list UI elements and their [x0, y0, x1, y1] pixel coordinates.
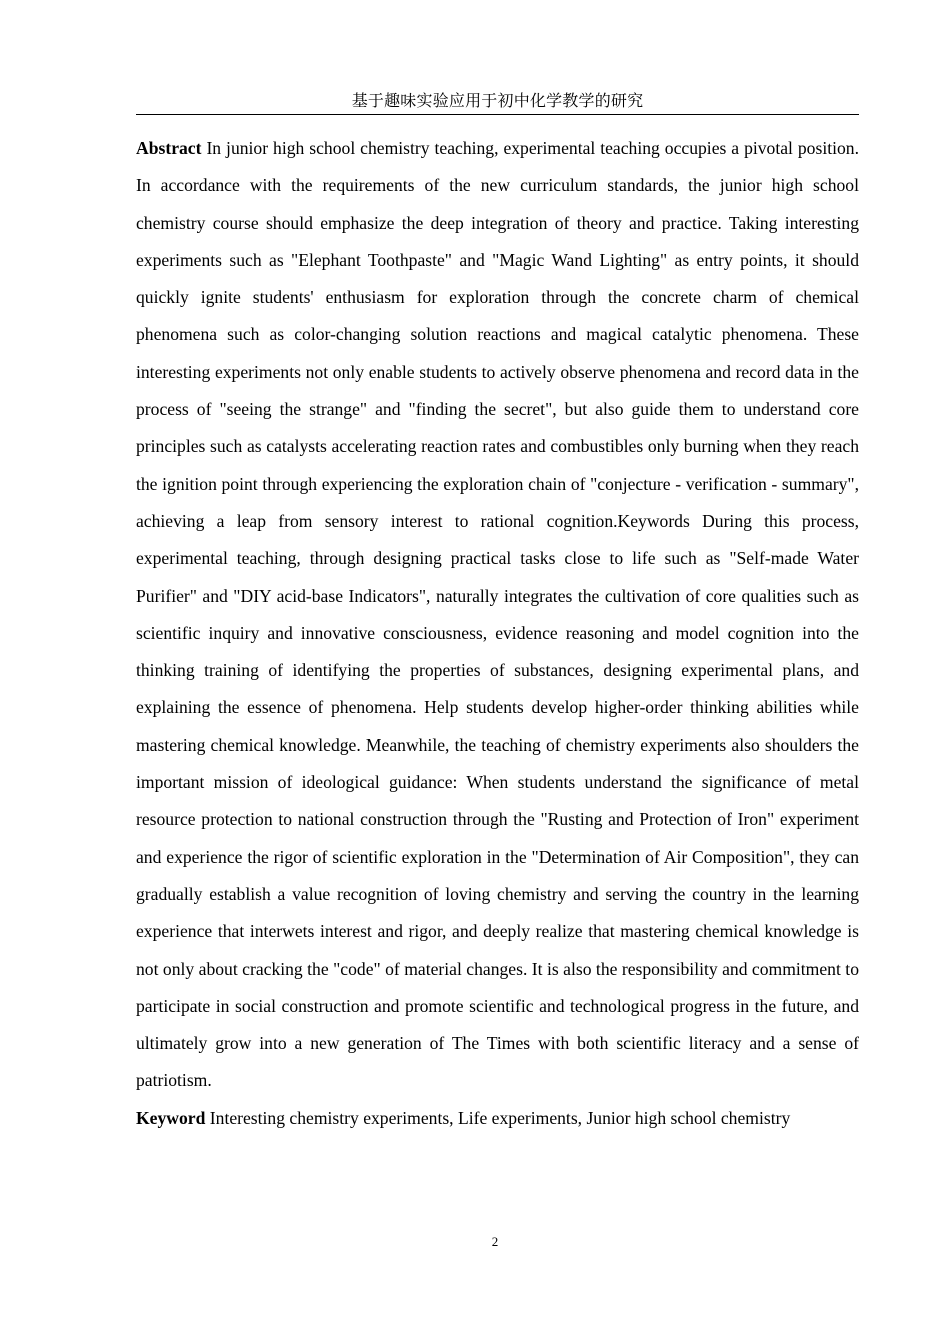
abstract-text: In junior high school chemistry teaching, experimental teaching occupies a pivotal position. In accordance with the requirements of the new curriculum standards, the junior high school chemistry course should emphasize the deep integration of theory and practice. Taking interesting experiments such as "Elephant Toothpaste" and "Magic Wand Lighting" as entry points, it should quickly ignite students' enthusiasm for exploration through the concrete charm of chemical phenomena such as color-changing solution reactions and magical catalytic phenomena. These interesting experiments not only enable students to actively observe phenomena and record data in the process of "seeing the strange" and "finding the secret", but also guide them to understand core principles such as catalysts accelerating reaction rates and combustibles only burning when they reach the ignition point through experiencing the exploration chain of "conjecture - verification - summary", achieving a leap from sensory interest to rational cognition.Keywords During this process, experimental teaching, through designing practical tasks close to life such as "Self-made Water Purifier" and "DIY acid-base Indicators", naturally integrates the cultivation of core qualities such as scientific inquiry and innovative consciousness, evidence reasoning and model cognition into the thinking training of identifying the properties of substances, designing experimental plans, and explaining the essence of phenomena. Help students develop higher-order thinking abilities while mastering chemical knowledge. Meanwhile, the teaching of chemistry experiments also shoulders the important mission of ideological guidance: When students understand the significance of metal resource protection to national construction through the "Rusting and Protection of Iron" experiment and experience the rigor of scientific exploration in the "Determination of Air Composition", they can gradually establish a value recognition of loving chemistry and serving the country in the learning experience that interwets interest and rigor, and deeply realize that mastering chemical knowledge is not only about cracking the "code" of material changes. It is also the responsibility and commitment to participate in social construction and promote scientific and technological progress in the future, and ultimately grow into a new generation of The Times with both scientific literacy and a sense of patriotism.: [136, 138, 859, 1091]
page-body: [136, 130, 859, 1137]
page-number: 2: [491, 1234, 499, 1249]
abstract-label: Abstract: [136, 138, 202, 158]
header-title: 基于趣味实验应用于初中化学教学的研究: [351, 91, 644, 110]
page-header: [136, 88, 859, 115]
keyword-label: Keyword: [136, 1107, 206, 1128]
keyword-paragraph: [136, 1100, 859, 1137]
abstract-paragraph: [136, 130, 859, 1100]
keyword-text: Interesting chemistry experiments, Life experiments, Junior high school chemistry: [205, 1107, 791, 1128]
